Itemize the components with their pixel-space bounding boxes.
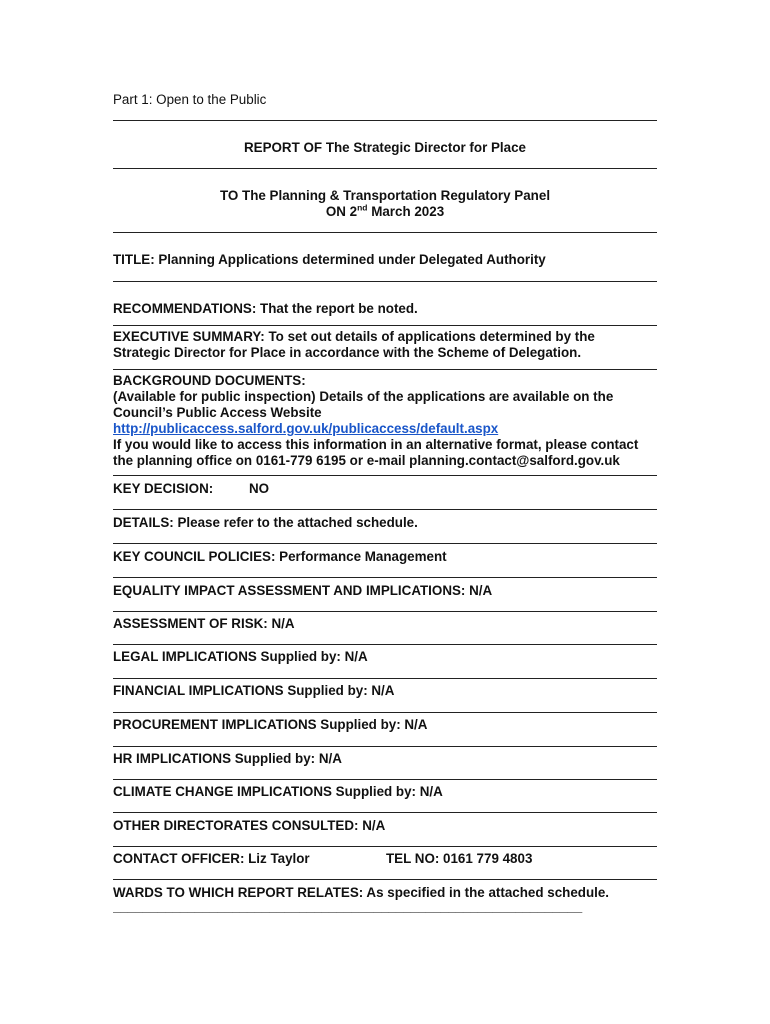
divider — [113, 779, 657, 780]
on-date-suffix: March 2023 — [367, 204, 445, 219]
key-decision-label: KEY DECISION: — [113, 481, 214, 496]
details: DETAILS: Please refer to the attached schedule. — [113, 515, 418, 530]
public-access-link[interactable]: http://publicaccess.salford.gov.uk/publicaccess/default.aspx — [113, 421, 499, 436]
legal-implications: LEGAL IMPLICATIONS Supplied by: N/A — [113, 649, 368, 664]
divider — [113, 746, 657, 747]
part-label: Part 1: Open to the Public — [113, 92, 267, 107]
divider — [113, 232, 657, 233]
divider — [113, 325, 657, 326]
closing-underline: _______________________________________________________________ — [113, 899, 583, 914]
key-council-policies: KEY COUNCIL POLICIES: Performance Management — [113, 549, 447, 564]
other-directorates: OTHER DIRECTORATES CONSULTED: N/A — [113, 818, 386, 833]
background-line2: Council’s Public Access Website — [113, 405, 322, 420]
contact-officer-row — [113, 851, 657, 867]
key-decision-value: NO — [249, 481, 270, 496]
tel-no: TEL NO: 0161 779 4803 — [386, 851, 533, 866]
divider — [113, 120, 657, 121]
divider — [113, 543, 657, 544]
divider — [113, 509, 657, 510]
divider — [113, 168, 657, 169]
financial-implications: FINANCIAL IMPLICATIONS Supplied by: N/A — [113, 683, 395, 698]
divider — [113, 281, 657, 282]
executive-summary-line1: EXECUTIVE SUMMARY: To set out details of applications determined by the — [113, 329, 595, 344]
divider — [113, 846, 657, 847]
report-title: TITLE: Planning Applications determined under Delegated Authority — [113, 252, 546, 267]
on-date — [113, 204, 657, 220]
divider — [113, 678, 657, 679]
divider — [113, 577, 657, 578]
wards: WARDS TO WHICH REPORT RELATES: As specified in the attached schedule. — [113, 885, 610, 900]
report-of: REPORT OF The Strategic Director for Place — [243, 140, 526, 155]
executive-summary-line2: Strategic Director for Place in accordance with the Scheme of Delegation. — [113, 345, 582, 360]
divider — [113, 879, 657, 880]
report-body — [113, 92, 657, 915]
background-line4: the planning office on 0161-779 6195 or e-mail planning.contact@salford.gov.uk — [113, 453, 620, 468]
climate-change-implications: CLIMATE CHANGE IMPLICATIONS Supplied by: N/A — [113, 784, 443, 799]
assessment-of-risk: ASSESSMENT OF RISK: N/A — [113, 616, 295, 631]
divider — [113, 644, 657, 645]
divider — [113, 369, 657, 370]
key-decision — [113, 481, 657, 497]
divider — [113, 712, 657, 713]
equality-impact: EQUALITY IMPACT ASSESSMENT AND IMPLICATIONS: N/A — [113, 583, 493, 598]
recommendations: RECOMMENDATIONS: That the report be noted. — [113, 301, 418, 316]
background-line3: If you would like to access this information in an alternative format, please contact — [113, 437, 639, 452]
on-date-sup: nd — [357, 202, 368, 213]
hr-implications: HR IMPLICATIONS Supplied by: N/A — [113, 751, 342, 766]
divider — [113, 611, 657, 612]
background-heading: BACKGROUND DOCUMENTS: — [113, 373, 306, 388]
background-line1: (Available for public inspection) Details of the applications are available on the — [113, 389, 614, 404]
contact-officer: CONTACT OFFICER: Liz Taylor — [113, 851, 310, 866]
divider — [113, 475, 657, 476]
divider — [113, 812, 657, 813]
procurement-implications: PROCUREMENT IMPLICATIONS Supplied by: N/A — [113, 717, 428, 732]
on-date-prefix: ON 2 — [325, 204, 358, 219]
to-line: TO The Planning & Transportation Regulatory Panel — [219, 188, 551, 203]
